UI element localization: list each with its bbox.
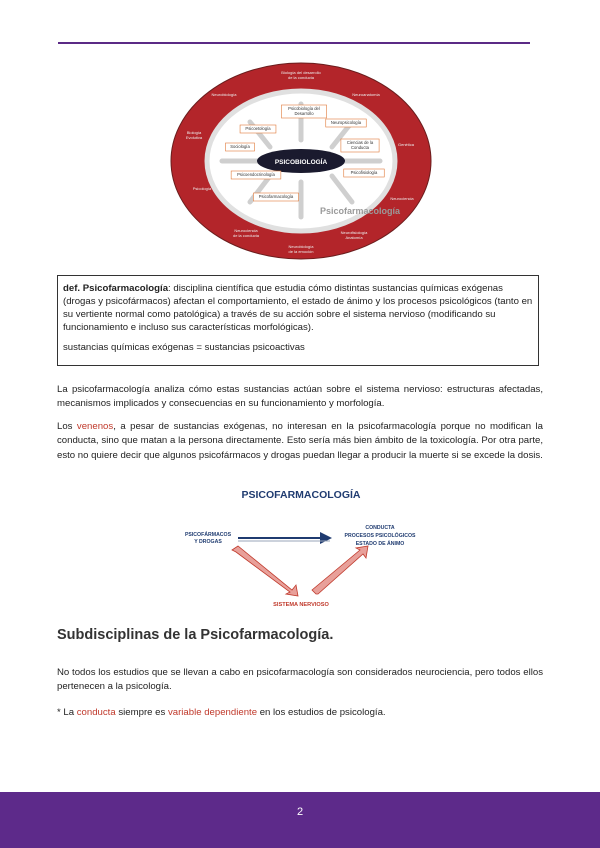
center-label: PSICOBIOLOGÍA — [274, 159, 328, 166]
inner-label: Psicoetología — [245, 126, 271, 131]
outer-label: Biología del desarrollo — [281, 70, 321, 75]
inner-label: Ciencias de la — [346, 140, 374, 145]
figure2-right-line1: CONDUCTA — [365, 525, 395, 531]
venenos-highlight: venenos — [76, 420, 114, 432]
outer-label: Anatomía — [345, 235, 363, 240]
page-number: 2 — [296, 806, 304, 818]
outer-label: Neuroanatomía — [352, 92, 380, 97]
psicofarmacologia-diagram — [170, 484, 432, 612]
paragraph-2 — [57, 420, 543, 464]
definition-box — [57, 275, 539, 366]
inner-label: Psicobiología del — [288, 106, 320, 111]
outer-label: Neurociencia — [234, 228, 258, 233]
definition-term: def. Psicofarmacología — [63, 283, 169, 294]
paragraph-2-pre: Los — [57, 420, 77, 432]
outer-label: Neurociencia — [390, 196, 414, 201]
definition-text — [63, 282, 533, 334]
definition-body: : disciplina científica que estudia cómo distintas sustancias químicas exógenas (drogas y psicofármacos) afectan el comportamiento, el estado de ánimo y los procesos psicológicos (tanto en su vertiente normal como patológica) a través de su acción sobre el sistema nervioso (modificando su funcionamiento e incluso sus características morfológicas). — [63, 283, 533, 333]
inner-label: Sociología — [230, 144, 250, 149]
definition-note: sustancias químicas exógenas = sustancias psicoactivas — [63, 342, 305, 353]
inner-label: Neuropsicología — [330, 120, 362, 125]
outer-label: Neurobiología — [211, 92, 237, 97]
inner-label: Psicofarmacología — [258, 194, 294, 199]
paragraph-4-mid: siempre es — [115, 706, 168, 718]
outer-label: Psicología — [192, 186, 212, 191]
outer-label: de la emoción — [288, 249, 314, 254]
psicobiologia-diagram — [170, 62, 432, 260]
figure2-title: PSICOFARMACOLOGÍA — [241, 489, 361, 501]
highlight-label: Psicofarmacología — [319, 206, 401, 216]
figure2-right-line3: ESTADO DE ÁNIMO — [355, 541, 405, 547]
paragraph-3: No todos los estudios que se llevan a cabo en psicofarmacología son considerados neurociencia, pero todos ellos pertenecen a la psicología. — [57, 666, 543, 693]
variable-highlight: variable dependiente — [167, 706, 258, 718]
paragraph-4-pre: * La — [57, 706, 77, 718]
outer-label: de la conducta — [287, 75, 315, 80]
inner-label: Psicoendocrinología — [237, 172, 275, 177]
header-rule — [58, 42, 530, 44]
inner-label: Psicofisiología — [350, 170, 378, 175]
paragraph-1: La psicofarmacología analiza cómo estas sustancias actúan sobre el sistema nervioso: estructuras afectadas, mecanismos implicados y consecuencias en su funcionamiento y morfología. — [57, 383, 543, 410]
outer-label: Genética — [397, 142, 415, 147]
inner-label: Conducta — [351, 145, 369, 150]
paragraph-4 — [57, 706, 543, 721]
figure2-right-line2: PROCESOS PSICOLÓGICOS — [344, 533, 416, 539]
outer-label: Neurobiología — [288, 244, 314, 249]
figure2-left-line1: PSICOFÁRMACOS — [184, 532, 232, 538]
arrow-to-nervous-system — [232, 546, 298, 596]
section-heading: Subdisciplinas de la Psicofarmacología. — [57, 627, 334, 643]
paragraph-4-post: en los estudios de psicología. — [257, 706, 386, 718]
outer-label: Neurofisiología — [340, 230, 368, 235]
arrow-from-nervous-system — [312, 546, 368, 594]
outer-label: de la conducta — [232, 233, 260, 238]
inner-label: Desarrollo — [294, 111, 314, 116]
outer-label: Biología — [186, 130, 202, 135]
paragraph-2-rest: , a pesar de sustancias exógenas, no interesan en la psicofarmacología porque no modifican la conducta, sino que matan a la persona directamente. Esto sería más bien ámbito de la toxicología. Por otra parte, esto no quiere decir que algunos psicofármacos y drogas puedan llegar a producir la muerte si se excede la dosis. — [57, 420, 543, 461]
figure2-bottom: SISTEMA NERVIOSO — [273, 602, 329, 608]
conducta-highlight: conducta — [76, 706, 116, 718]
figure2-left-line2: Y DROGAS — [194, 539, 222, 545]
outer-label: Evolutiva — [185, 135, 203, 140]
footer-bar — [0, 792, 600, 848]
